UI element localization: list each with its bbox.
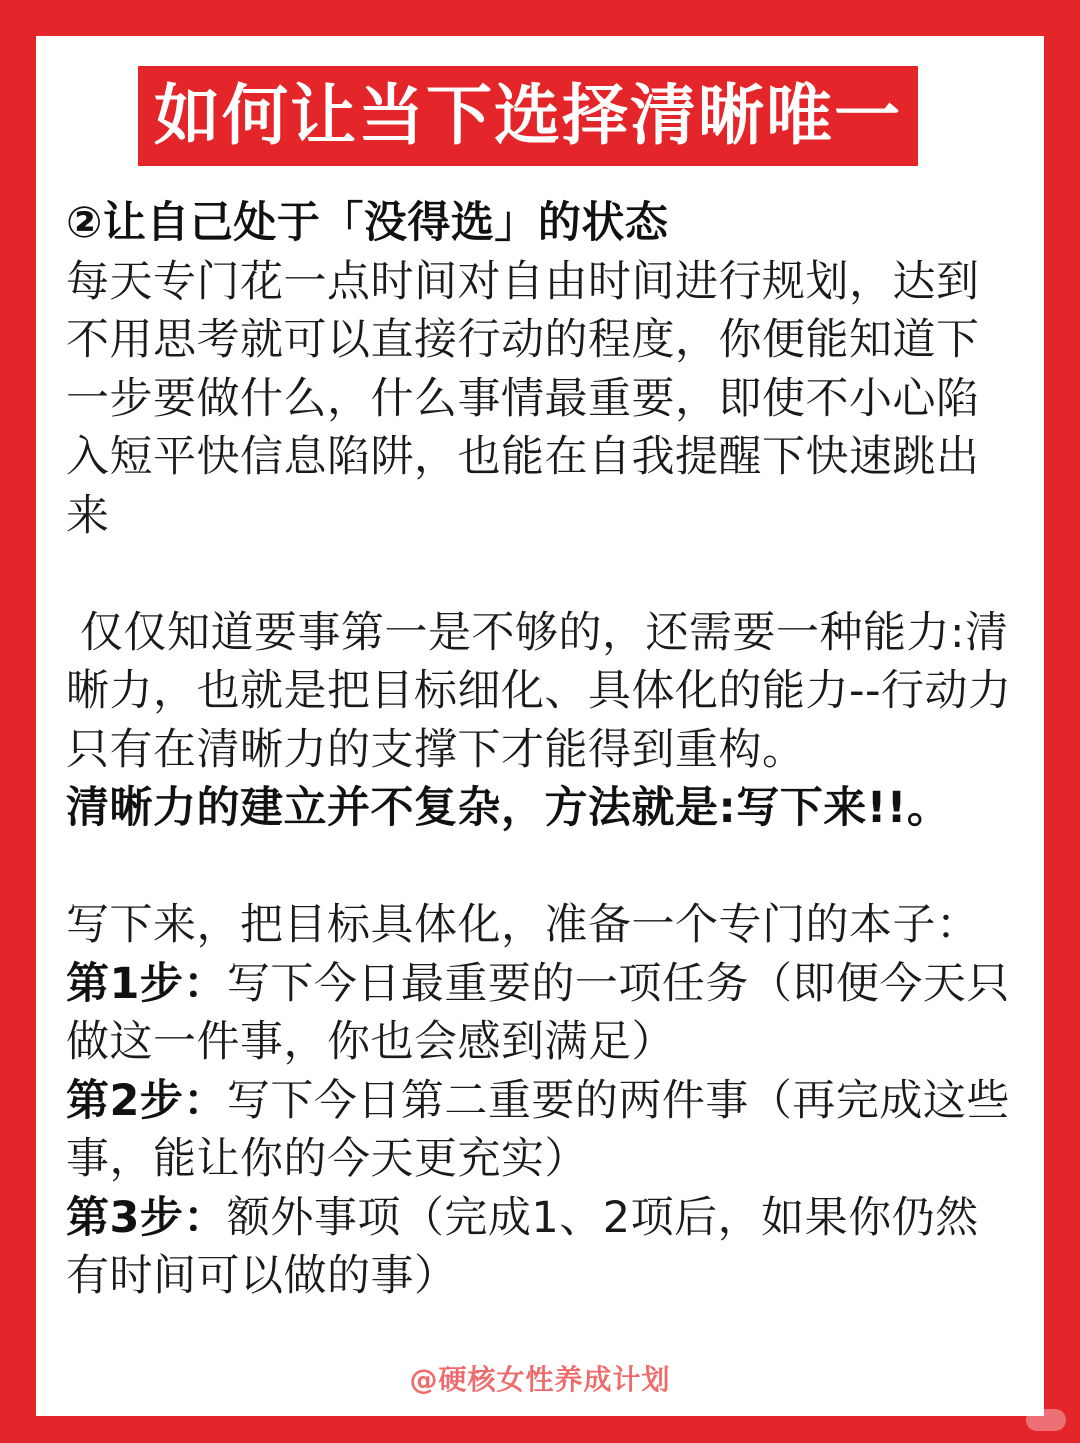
paragraph-spacer (66, 838, 1018, 897)
page-title: 如何让当下选择清晰唯一 (154, 77, 902, 154)
clarity-paragraph-wrapper (66, 604, 1018, 780)
section-paragraph: 每天专门花一点时间对自由时间进行规划，达到不用思考就可以直接行动的程度，你便能知道下一步要做什么，什么事情最重要，即使不小心陷入短平快信息陷阱，也能在自我提醒下快速跳出来 (66, 256, 980, 541)
step-text: 写下今日第二重要的两件事（再完成这些事，能让你的今天更充实） (66, 1075, 1010, 1184)
clarity-paragraph: 仅仅知道要事第一是不够的，还需要一种能力:清晰力，也就是把目标细化、具体化的能力--行动力只有在清晰力的支撑下才能得到重构。 (66, 607, 1012, 775)
article-body (66, 194, 1018, 1306)
step-text: 额外事项（完成1、2项后，如果你仍然有时间可以做的事） (66, 1192, 979, 1301)
steps-intro: 写下来，把目标具体化，准备一个专门的本子： (66, 900, 980, 950)
step-item (66, 955, 1018, 1072)
step-item (66, 1189, 1018, 1306)
paragraph-spacer (66, 545, 1018, 604)
content-card (36, 36, 1044, 1416)
step-label: 第1步： (66, 958, 227, 1009)
title-banner (138, 66, 918, 166)
author-watermark: @硬核女性养成计划 (409, 1363, 671, 1396)
step-label: 第2步： (66, 1075, 227, 1126)
section-heading: ②让自己处于「没得选」的状态 (66, 198, 669, 248)
step-label: 第3步： (66, 1192, 227, 1243)
step-text: 写下今日最重要的一项任务（即便今天只做这一件事，你也会感到满足） (66, 958, 1010, 1067)
corner-logo-mark (1026, 1409, 1066, 1431)
clarity-bold-statement: 清晰力的建立并不复杂，方法就是:写下来!!。 (66, 783, 951, 833)
step-item (66, 1072, 1018, 1189)
